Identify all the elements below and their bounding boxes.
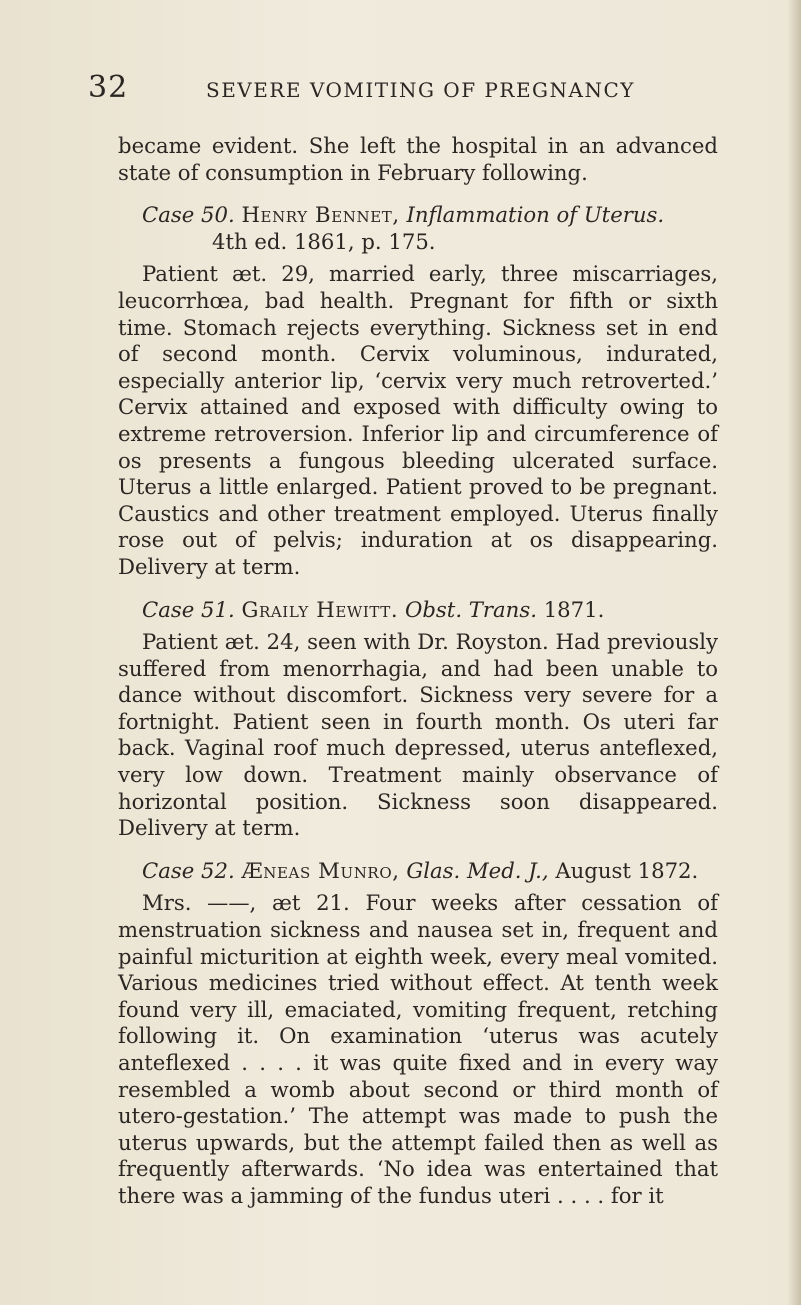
case-heading xyxy=(118,597,718,624)
case-label: Case 52. xyxy=(142,857,235,883)
case-label: Case 50. xyxy=(142,202,235,228)
intro-paragraph: became evident. She left the hospital in an advanced state of consumption in February following. xyxy=(118,133,718,185)
case-51 xyxy=(118,597,718,842)
case-date: 4th ed. 1861, p. 175. xyxy=(212,228,436,254)
case-body: Patient æt. 29, married early, three miscarriages, leucorrhœa, bad health. Pregnant for fifth or sixth time. Stomach rejects everything. Sickness set in end of second month. Cervix voluminous, indurated, especially anterior lip, ‘cervix very much retroverted.’ Cervix attained and exposed with difficulty owing to extreme retroversion. Inferior lip and circumference of os presents a fungous bleeding ulcerated surface. Uterus a little enlarged. Patient proved to be pregnant. Caustics and other treatment employed. Uterus finally rose out of pelvis; induration at os disappearing. Delivery at term. xyxy=(118,261,718,579)
case-heading xyxy=(118,858,718,885)
page-number: 32 xyxy=(88,70,129,105)
case-52 xyxy=(118,858,718,1210)
case-source: Inflammation of Uterus. xyxy=(406,202,665,228)
case-body: Mrs. ——, æt 21. Four weeks after cessation of menstruation sickness and nausea set in, frequent and painful micturition at eighth week, every meal vomited. Various medicines tried without effect. At tenth week found very ill, emaciated, vomiting frequent, retching following it. On examination ‘uterus was acutely anteflexed . . . . it was quite fixed and in every way resembled a womb about second or third month of utero-gestation.’ The attempt was made to push the uterus upwards, but the attempt failed then as well as frequently afterwards. ‘No idea was entertained that there was a jamming of the fundus uteri . . . . for it xyxy=(118,890,718,1208)
case-label: Case 51. xyxy=(142,596,235,622)
running-head: SEVERE VOMITING OF PREGNANCY xyxy=(206,78,635,102)
case-source: Obst. Trans. xyxy=(405,596,537,622)
body-text xyxy=(118,133,718,1210)
case-citation xyxy=(118,229,718,256)
case-heading xyxy=(118,202,718,229)
case-author: Graily Hewitt. xyxy=(241,596,399,622)
case-author: Henry Bennet, xyxy=(241,202,400,228)
page-edge-shadow xyxy=(787,0,801,1305)
case-body: Patient æt. 24, seen with Dr. Royston. Had previously suffered from menorrhagia, and had been unable to dance without discomfort. Sickness very severe for a fortnight. Patient seen in fourth month. Os uteri far back. Vaginal roof much depressed, uterus anteflexed, very low down. Treatment mainly observance of horizontal position. Sickness soon disappeared. Delivery at term. xyxy=(118,629,718,841)
case-author: Æneas Munro, xyxy=(241,857,400,883)
case-50 xyxy=(118,202,718,580)
case-source: Glas. Med. J., xyxy=(406,857,549,883)
case-date: 1871. xyxy=(543,596,605,622)
page-header xyxy=(88,70,718,110)
case-date: August 1872. xyxy=(555,857,699,883)
